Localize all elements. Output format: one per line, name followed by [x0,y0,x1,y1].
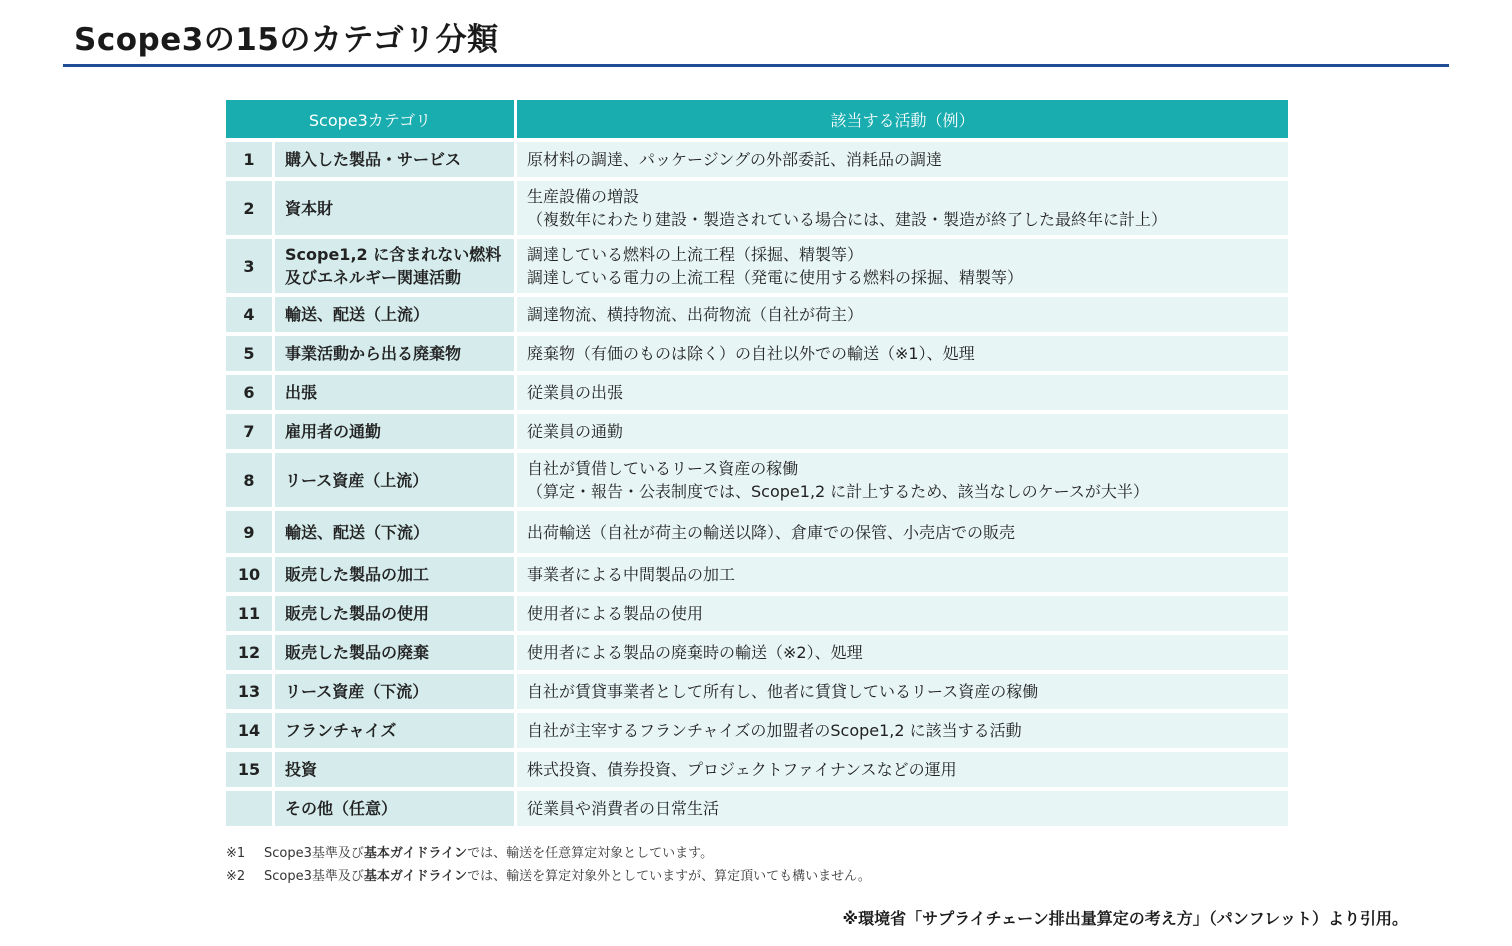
table-row [226,674,1288,709]
row-category [272,181,514,235]
row-number: 12 [226,635,272,670]
row-category [272,596,514,631]
row-number: 8 [226,453,272,507]
footnote-text-pre: Scope3基準及び [264,846,364,861]
activity-line: 従業員の通勤 [527,422,624,441]
footnote-mark: ※1 [226,846,246,861]
category-line: 購入した製品・サービス [285,150,462,169]
source-citation: ※環境省「サプライチェーン排出量算定の考え方」（パンフレット）より引用。 [842,909,1408,928]
row-category [272,511,514,553]
table-row [226,239,1288,293]
header-category: Scope3カテゴリ [226,100,514,138]
header-activity: 該当する活動（例） [514,100,1288,138]
table-row [226,713,1288,748]
activity-line: 使用者による製品の使用 [527,604,704,623]
row-category [272,142,514,177]
row-number: 11 [226,596,272,631]
category-line: 輸送、配送（上流） [285,305,430,324]
activity-line: 従業員や消費者の日常生活 [527,799,720,818]
row-category [272,674,514,709]
table-row [226,557,1288,592]
category-line: 販売した製品の加工 [285,565,430,584]
table-row [226,297,1288,332]
row-category [272,239,514,293]
row-number: 10 [226,557,272,592]
row-number: 15 [226,752,272,787]
activity-line: 廃棄物（有価のものは除く）の自社以外での輸送（※1）、処理 [527,344,975,363]
table-row [226,791,1288,826]
row-activity [514,791,1288,826]
category-line: 輸送、配送（下流） [285,522,430,542]
row-activity [514,375,1288,410]
table-row [226,142,1288,177]
category-line: 販売した製品の廃棄 [285,643,430,662]
footnotes [226,842,871,888]
row-number: 13 [226,674,272,709]
activity-line: 調達している電力の上流工程（発電に使用する燃料の採掘、精製等） [527,268,1024,287]
category-line: その他（任意） [285,799,398,818]
table-row [226,511,1288,553]
activity-line: 原材料の調達、パッケージングの外部委託、消耗品の調達 [527,150,942,169]
category-line: 投資 [285,760,318,779]
category-line: 販売した製品の使用 [285,604,430,623]
activity-line: 自社が主宰するフランチャイズの加盟者のScope1,2 に該当する活動 [527,721,1022,740]
row-activity [514,142,1288,177]
row-number: 2 [226,181,272,235]
table-row [226,635,1288,670]
row-activity [514,511,1288,553]
footnote-text-bold: 基本ガイドライン [363,846,468,861]
row-activity [514,336,1288,371]
activity-line: 自社が賃貸事業者として所有し、他者に賃貸しているリース資産の稼働 [527,682,1039,701]
activity-line: （複数年にわたり建設・製造されている場合には、建設・製造が終了した最終年に計上） [527,210,1168,229]
activity-line: （算定・報告・公表制度では、Scope1,2 に計上するため、該当なしのケースが大半） [527,482,1149,501]
table-row [226,375,1288,410]
row-activity [514,414,1288,449]
row-activity [514,239,1288,293]
footnote-mark: ※2 [226,869,246,884]
row-category [272,297,514,332]
row-activity [514,181,1288,235]
row-activity [514,453,1288,507]
row-category [272,414,514,449]
footnote-text-post: では、輸送を任意算定対象としています。 [467,846,714,861]
category-line: 及びエネルギー関連活動 [285,268,462,287]
row-activity [514,752,1288,787]
row-category [272,791,514,826]
category-line: Scope1,2 に含まれない燃料 [285,245,502,264]
activity-line: 調達物流、横持物流、出荷物流（自社が荷主） [527,305,864,324]
footnote-2 [226,865,871,888]
row-activity [514,713,1288,748]
row-number: 7 [226,414,272,449]
row-category [272,635,514,670]
row-number: 5 [226,336,272,371]
category-line: 出張 [285,383,318,402]
row-number: 3 [226,239,272,293]
activity-line: 従業員の出張 [527,383,624,402]
row-category [272,453,514,507]
row-category [272,557,514,592]
row-category [272,375,514,410]
table-row [226,414,1288,449]
table-row [226,752,1288,787]
activity-line: 出荷輸送（自社が荷主の輸送以降）、倉庫での保管、小売店での販売 [527,522,1016,542]
page-title: Scope3の15のカテゴリ分類 [74,22,499,58]
activity-line: 自社が賃借しているリース資産の稼働 [527,459,799,478]
row-category [272,713,514,748]
activity-line: 調達している燃料の上流工程（採掘、精製等） [527,245,864,264]
footnote-1 [226,842,871,865]
row-activity [514,674,1288,709]
category-line: フランチャイズ [285,721,397,740]
table-header-row [226,100,1288,138]
category-line: 資本財 [285,198,334,218]
row-number: 4 [226,297,272,332]
row-number [226,791,272,826]
row-number: 14 [226,713,272,748]
row-number: 9 [226,511,272,553]
row-activity [514,596,1288,631]
footnote-text-bold: 基本ガイドライン [363,869,468,884]
row-activity [514,557,1288,592]
scope3-category-table [226,96,1288,830]
row-category [272,336,514,371]
title-underline [63,64,1449,67]
activity-line: 使用者による製品の廃棄時の輸送（※2）、処理 [527,643,863,662]
table-row [226,453,1288,507]
activity-line: 事業者による中間製品の加工 [527,565,736,584]
row-activity [514,297,1288,332]
category-line: リース資産（下流） [285,682,429,701]
table-row [226,181,1288,235]
category-line: リース資産（上流） [285,470,429,490]
row-activity [514,635,1288,670]
category-line: 事業活動から出る廃棄物 [285,344,462,363]
activity-line: 生産設備の増設 [527,187,640,206]
row-category [272,752,514,787]
table-row [226,596,1288,631]
footnote-text-post: では、輸送を算定対象外としていますが、算定頂いても構いません。 [467,869,871,884]
activity-line: 株式投資、債券投資、プロジェクトファイナンスなどの運用 [527,760,957,779]
category-line: 雇用者の通勤 [285,422,382,441]
row-number: 1 [226,142,272,177]
table-row [226,336,1288,371]
footnote-text-pre: Scope3基準及び [264,869,364,884]
row-number: 6 [226,375,272,410]
table-body [226,142,1288,826]
